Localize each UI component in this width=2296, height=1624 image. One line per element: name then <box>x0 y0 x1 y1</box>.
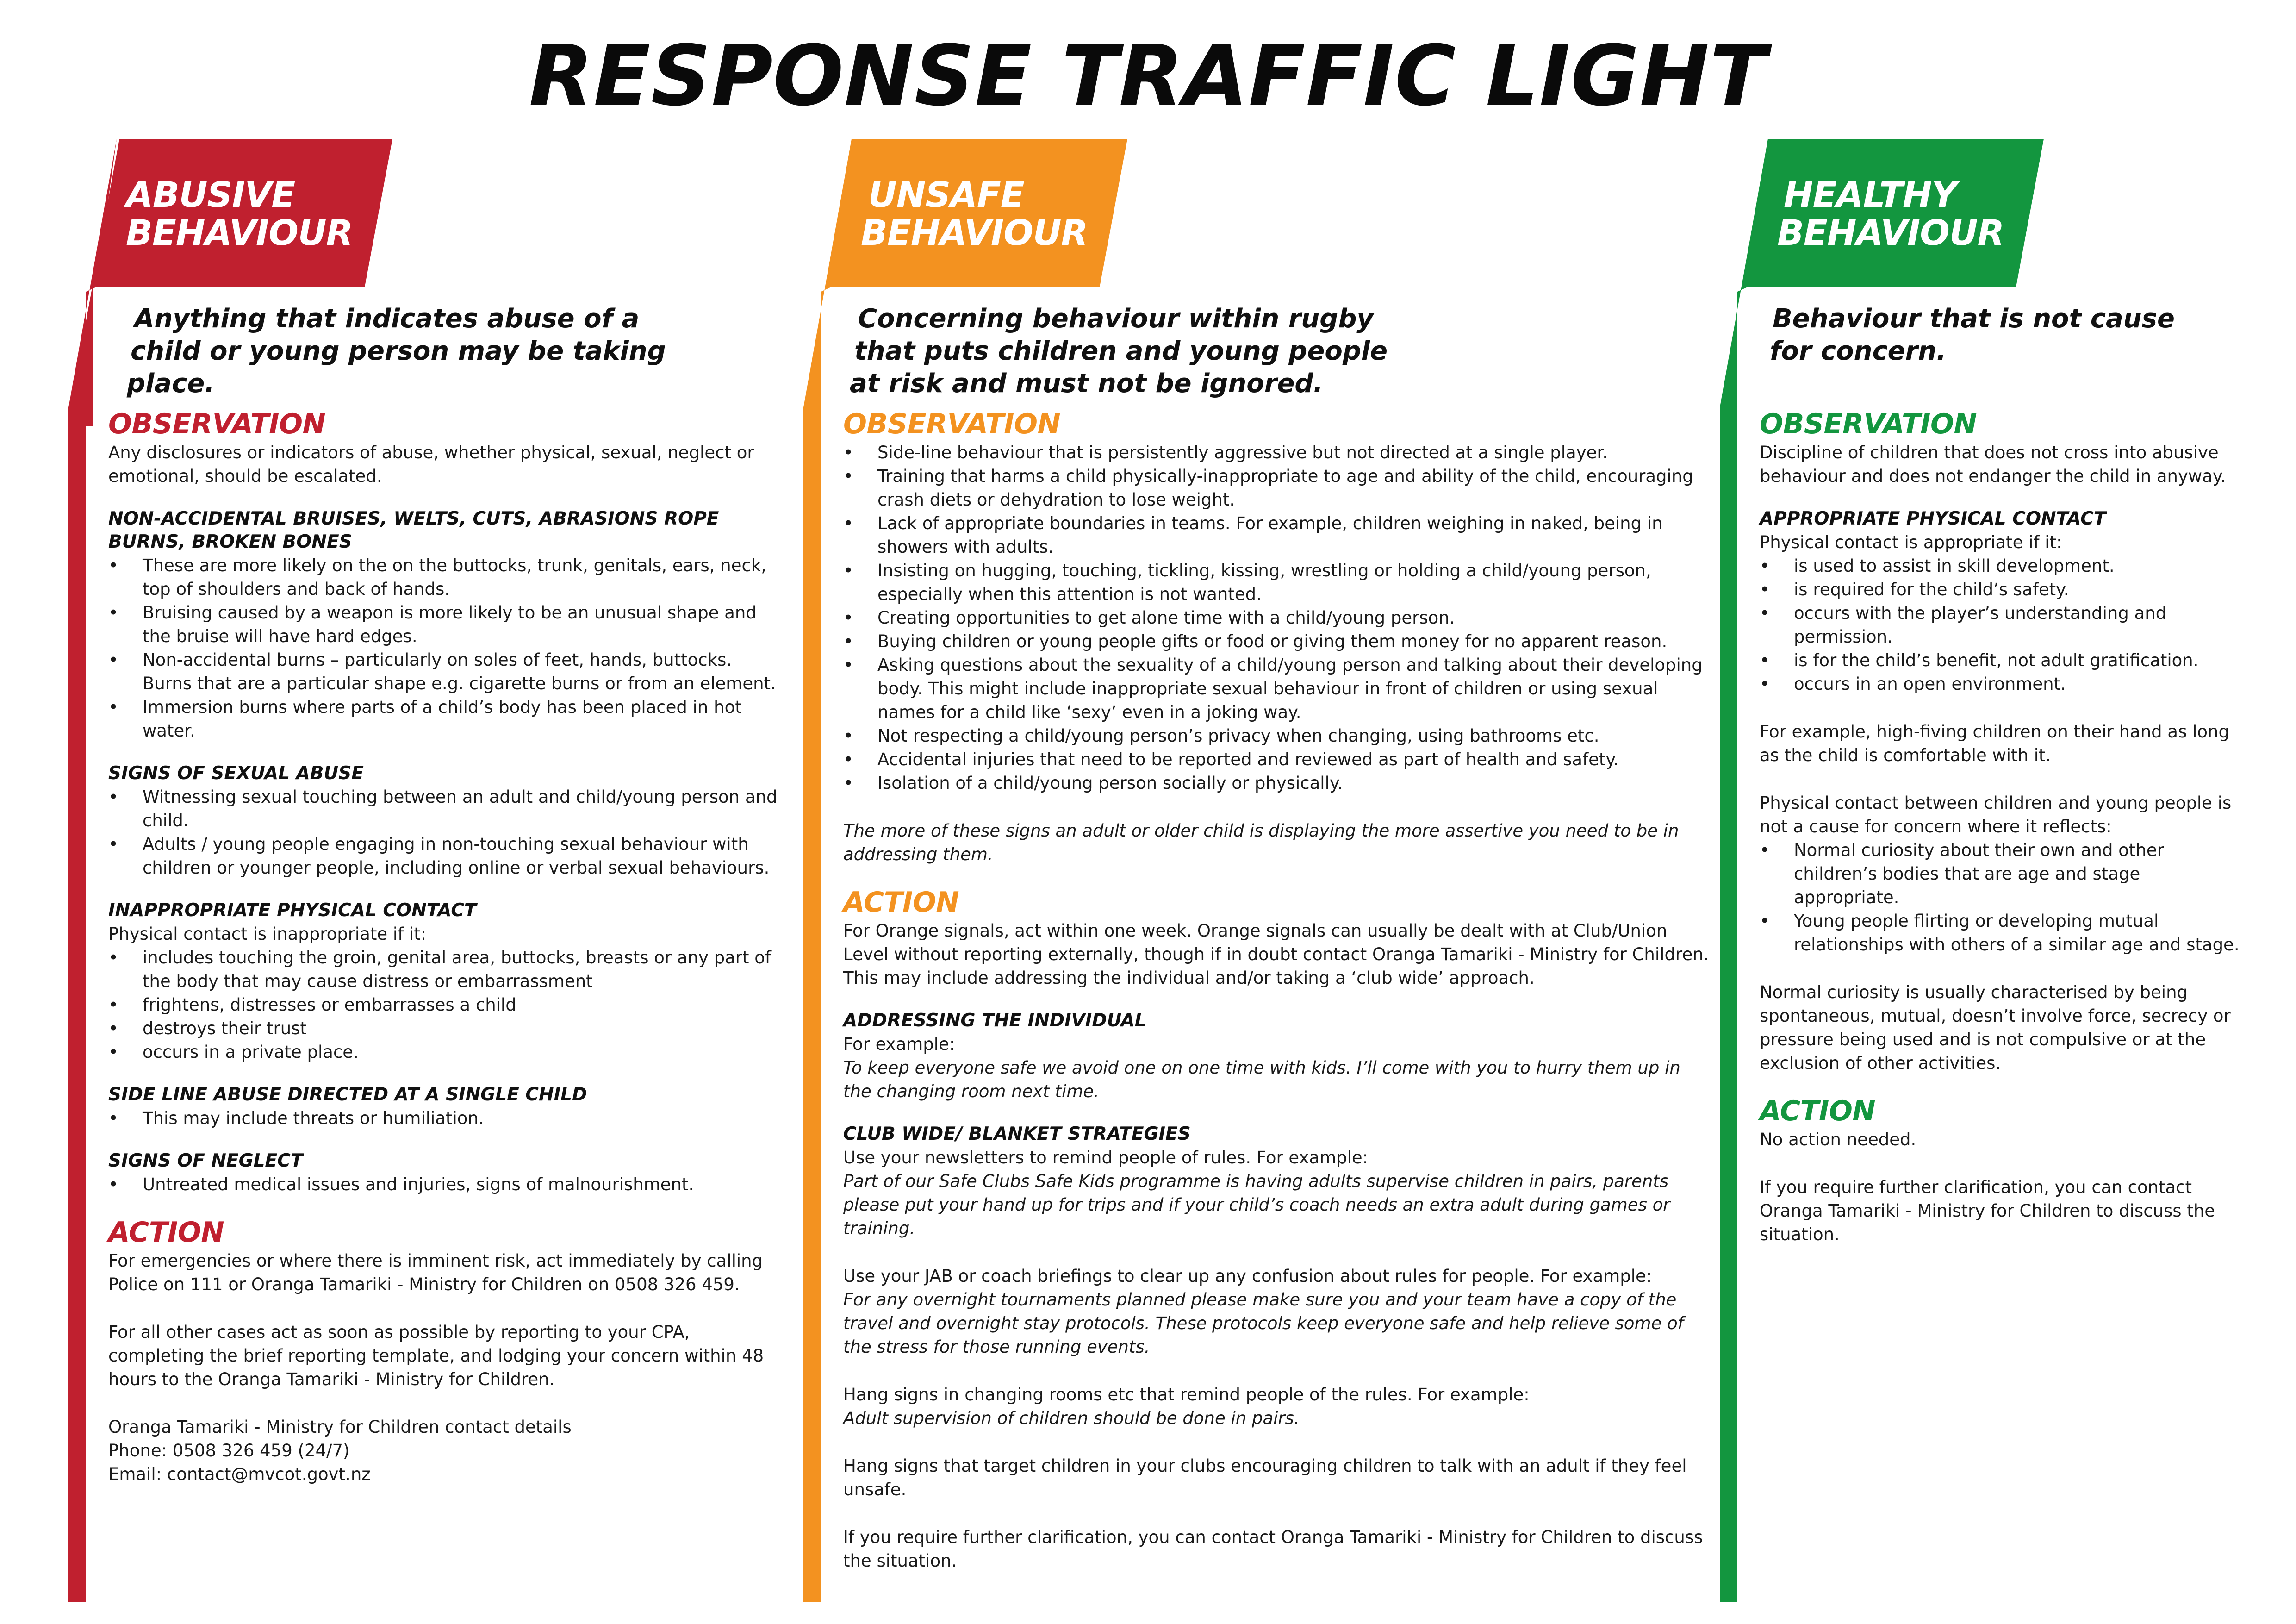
abusive-observation-text: Any disclosures or indicators of abuse, whether physical, sexual, neglect or emotional, should be escalated. <box>108 443 754 486</box>
healthy-behaviour-column <box>1720 139 2257 1602</box>
unsafe-flag-label <box>861 176 1088 252</box>
unsafe-club-text-4: Hang signs that target children in your clubs encouraging children to talk with an adult if they feel unsafe. <box>843 1456 1687 1499</box>
unsafe-observation-list <box>843 441 1713 795</box>
healthy-content <box>1760 407 2250 1246</box>
unsafe-tagline-line3: at risk and must not be ignored. <box>850 369 1323 399</box>
list-item: • Normal curiosity about their own and other children’s bodies that are age and stage appropriate. <box>1760 838 2250 909</box>
list-item: • Untreated medical issues and injuries, signs of malnourishment. <box>108 1173 784 1196</box>
list-item: • Not respecting a child/young person’s privacy when changing, using bathrooms etc. <box>843 724 1713 748</box>
list-item: • occurs in a private place. <box>108 1040 784 1064</box>
unsafe-action-text: For Orange signals, act within one week. Orange signals can usually be dealt with at Club/Union Level without reporting externally, though if in doubt contact Oranga Tamariki - Ministry for Children. This may include addressing the individual and/or taking a ‘club wide’ approach. <box>843 921 1709 988</box>
abusive-sexual-heading: SIGNS OF SEXUAL ABUSE <box>108 763 364 784</box>
healthy-label-line1: HEALTHY <box>1784 174 1957 215</box>
abusive-sideline-list <box>108 1106 784 1130</box>
unsafe-observation-note: The more of these signs an adult or older child is displaying the more assertive you need to be in addressing them. <box>843 821 1679 864</box>
list-item: • occurs in an open environment. <box>1760 672 2250 696</box>
healthy-action-heading: ACTION <box>1760 1095 1876 1127</box>
list-item: • Non-accidental burns – particularly on soles of feet, hands, buttocks. Burns that are a particular shape e.g. cigarette burns or from an element. <box>108 648 784 695</box>
unsafe-label-line1: UNSAFE <box>868 174 1024 215</box>
abusive-tagline <box>127 303 666 400</box>
unsafe-club-heading: CLUB WIDE/ BLANKET STRATEGIES <box>843 1124 1191 1144</box>
healthy-observation-text: Discipline of children that does not cross into abusive behaviour and does not endanger the child in anyway. <box>1760 443 2226 486</box>
list-item: • is for the child’s benefit, not adult gratification. <box>1760 649 2250 672</box>
healthy-between-list <box>1760 838 2250 956</box>
abusive-contact-phone: Phone: 0508 326 459 (24/7) <box>108 1441 350 1461</box>
abusive-bruises-heading: NON-ACCIDENTAL BRUISES, WELTS, CUTS, ABRASIONS ROPE BURNS, BROKEN BONES <box>108 508 719 552</box>
list-item: • Bruising caused by a weapon is more likely to be an unusual shape and the bruise will have hard edges. <box>108 601 784 648</box>
list-item: • Training that harms a child physically-inappropriate to age and ability of the child, encouraging crash diets or dehydration to lose weight. <box>843 464 1713 512</box>
unsafe-club-text-5: If you require further clarification, you can contact Oranga Tamariki - Ministry for Children to discuss the situation. <box>843 1527 1703 1571</box>
abusive-contact-intro: Physical contact is inappropriate if it: <box>108 924 427 944</box>
healthy-side-bar <box>1720 417 1737 1602</box>
list-item: • frightens, distresses or embarrasses a child <box>108 993 784 1017</box>
unsafe-action-heading: ACTION <box>843 886 959 918</box>
abusive-content <box>108 407 784 1486</box>
unsafe-observation-heading: OBSERVATION <box>843 408 1061 440</box>
abusive-sexual-list <box>108 785 784 880</box>
abusive-neglect-heading: SIGNS OF NEGLECT <box>108 1150 303 1171</box>
abusive-neglect-list <box>108 1173 784 1196</box>
unsafe-tagline <box>850 303 1388 400</box>
unsafe-individual-heading: ADDRESSING THE INDIVIDUAL <box>843 1010 1146 1031</box>
list-item: • destroys their trust <box>108 1017 784 1040</box>
healthy-label-line2: BEHAVIOUR <box>1777 212 2004 253</box>
abusive-bruises-list <box>108 554 784 743</box>
list-item: • is used to assist in skill development. <box>1760 554 2250 578</box>
abusive-contact-heading: INAPPROPRIATE PHYSICAL CONTACT <box>108 900 477 921</box>
healthy-contact-list <box>1760 554 2250 696</box>
list-item: • Buying children or young people gifts or food or giving them money for no apparent reason. <box>843 630 1713 653</box>
list-item: • Accidental injuries that need to be reported and reviewed as part of health and safety. <box>843 748 1713 771</box>
unsafe-tagline-line2: that puts children and young people <box>854 336 1388 366</box>
unsafe-label-line2: BEHAVIOUR <box>861 212 1088 253</box>
healthy-action-text-1: No action needed. <box>1760 1130 1916 1149</box>
list-item: • This may include threats or humiliation. <box>108 1106 784 1130</box>
list-item: • These are more likely on the on the buttocks, trunk, genitals, ears, neck, top of shoulders and back of hands. <box>108 554 784 601</box>
unsafe-individual-example: To keep everyone safe we avoid one on one time with kids. I’ll come with you to hurry them up in the changing room next time. <box>843 1058 1680 1101</box>
healthy-example-text: For example, high-fiving children on their hand as long as the child is comfortable with it. <box>1760 722 2229 765</box>
abusive-label-line2: BEHAVIOUR <box>126 212 353 253</box>
abusive-contact-details-title: Oranga Tamariki - Ministry for Children contact details <box>108 1417 572 1437</box>
unsafe-content <box>843 407 1713 1573</box>
list-item: • Insisting on hugging, touching, tickling, kissing, wrestling or holding a child/young person, especially when this attention is not wanted. <box>843 559 1713 606</box>
page-title: RESPONSE TRAFFIC LIGHT <box>529 28 1767 125</box>
abusive-tagline-line2: child or young person may be taking <box>131 336 666 366</box>
healthy-tagline-line1: Behaviour that is not cause <box>1773 304 2175 334</box>
list-item: • Asking questions about the sexuality of a child/young person and talking about their developing body. This might include inappropriate sexual behaviour in front of children or using sexual names for a child like ‘sexy’ even in a joking way. <box>843 653 1713 724</box>
abusive-tagline-line1: Anything that indicates abuse of a <box>134 304 640 334</box>
abusive-action-text-2: For all other cases act as soon as possible by reporting to your CPA, completing the brief reporting template, and lodging your concern within 48 hours to the Oranga Tamariki - Ministry for Children. <box>108 1322 764 1389</box>
list-item: • Creating opportunities to get alone time with a child/young person. <box>843 606 1713 630</box>
unsafe-behaviour-column <box>803 139 1711 1602</box>
abusive-sideline-heading: SIDE LINE ABUSE DIRECTED AT A SINGLE CHILD <box>108 1084 587 1105</box>
abusive-contact-list <box>108 946 784 1064</box>
healthy-curiosity-text: Normal curiosity is usually characterised by being spontaneous, mutual, doesn’t involve force, secrecy or pressure being used and is not compulsive or at the exclusion of other activities. <box>1760 982 2231 1073</box>
unsafe-club-text-3: Hang signs in changing rooms etc that remind people of the rules. For example: <box>843 1385 1530 1405</box>
abusive-label-line1: ABUSIVE <box>126 174 295 215</box>
healthy-tagline-line2: for concern. <box>1770 336 1947 366</box>
list-item: • includes touching the groin, genital area, buttocks, breasts or any part of the body that may cause distress or embarrassment <box>108 946 784 993</box>
abusive-tagline-line3: place. <box>127 369 215 399</box>
healthy-flag-label <box>1777 176 2004 252</box>
unsafe-side-bar <box>803 417 821 1602</box>
healthy-action-text-2: If you require further clarification, you can contact Oranga Tamariki - Ministry for Children to discuss the situation. <box>1760 1177 2215 1244</box>
unsafe-club-example-3: Adult supervision of children should be done in pairs. <box>843 1408 1300 1428</box>
abusive-contact-email: Email: contact@mvcot.govt.nz <box>108 1464 371 1484</box>
healthy-contact-intro: Physical contact is appropriate if it: <box>1760 532 2062 552</box>
abusive-side-bar <box>68 417 86 1602</box>
abusive-action-text-1: For emergencies or where there is imminent risk, act immediately by calling Police on 111 or Oranga Tamariki - Ministry for Children on 0508 326 459. <box>108 1251 763 1294</box>
list-item: • Isolation of a child/young person socially or physically. <box>843 771 1713 795</box>
healthy-contact-heading: APPROPRIATE PHYSICAL CONTACT <box>1760 508 2106 529</box>
abusive-observation-heading: OBSERVATION <box>108 408 326 440</box>
list-item: • Young people flirting or developing mutual relationships with others of a similar age and stage. <box>1760 909 2250 956</box>
unsafe-tagline-line1: Concerning behaviour within rugby <box>858 304 1374 334</box>
list-item: • Adults / young people engaging in non-touching sexual behaviour with children or younger people, including online or verbal sexual behaviours. <box>108 832 784 880</box>
abusive-action-heading: ACTION <box>108 1216 224 1249</box>
list-item: • occurs with the player’s understanding and permission. <box>1760 601 2250 649</box>
healthy-observation-heading: OBSERVATION <box>1760 408 1977 440</box>
list-item: • Side-line behaviour that is persistently aggressive but not directed at a single player. <box>843 441 1713 464</box>
abusive-flag-label <box>126 176 353 252</box>
healthy-tagline <box>1770 303 2175 368</box>
list-item: • Immersion burns where parts of a child’s body has been placed in hot water. <box>108 695 784 743</box>
healthy-between-intro: Physical contact between children and young people is not a cause for concern where it reflects: <box>1760 793 2232 837</box>
unsafe-club-text-2: Use your JAB or coach briefings to clear up any confusion about rules for people. For example: <box>843 1266 1652 1286</box>
list-item: • is required for the child’s safety. <box>1760 578 2250 601</box>
list-item: • Lack of appropriate boundaries in teams. For example, children weighing in naked, being in showers with adults. <box>843 512 1713 559</box>
abusive-behaviour-column <box>68 139 790 1602</box>
unsafe-club-example-1: Part of our Safe Clubs Safe Kids programme is having adults supervise children in pairs, parents please put your hand up for trips and if your child’s coach needs an extra adult during games or training. <box>843 1171 1670 1238</box>
unsafe-individual-intro: For example: <box>843 1034 955 1054</box>
unsafe-club-text-1: Use your newsletters to remind people of rules. For example: <box>843 1148 1369 1168</box>
list-item: • Witnessing sexual touching between an adult and child/young person and child. <box>108 785 784 832</box>
unsafe-club-example-2: For any overnight tournaments planned please make sure you and your team have a copy of the travel and overnight stay protocols. These protocols keep everyone safe and help relieve some of the stress for those running events. <box>843 1290 1684 1357</box>
